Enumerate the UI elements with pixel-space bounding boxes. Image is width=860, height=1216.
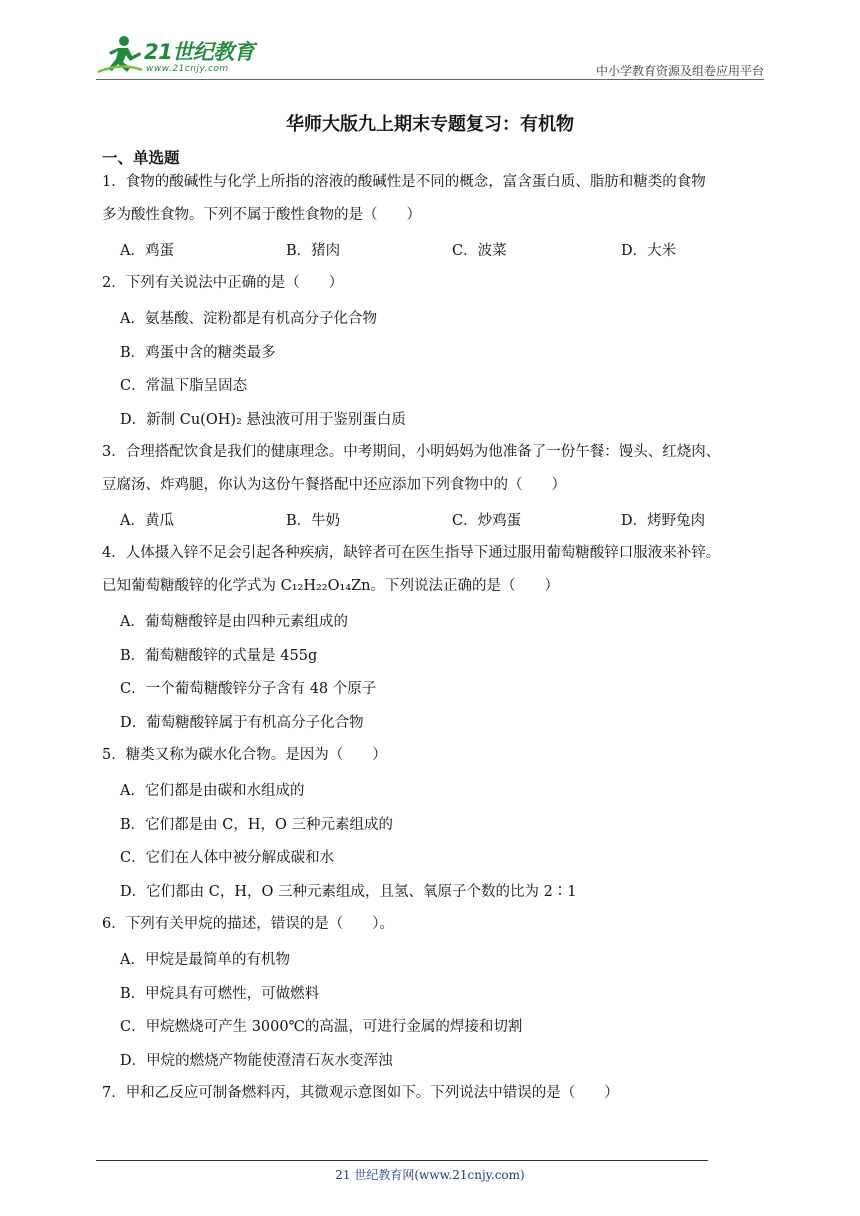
document-title: 华师大版九上期末专题复习：有机物 bbox=[286, 114, 574, 135]
question-5-option-c[interactable]: C．它们在人体中被分解成碳和水 bbox=[120, 850, 335, 866]
question-2-stem: 2．下列有关说法中正确的是（ ） bbox=[102, 275, 344, 291]
question-4-stem-line-1: 4．人体摄入锌不足会引起各种疾病，缺锌者可在医生指导下通过服用葡萄糖酸锌口服液来补锌。 bbox=[102, 545, 721, 561]
question-2-option-a[interactable]: A．氨基酸、淀粉都是有机高分子化合物 bbox=[120, 311, 377, 327]
logo-text: 21世纪教育 bbox=[144, 40, 255, 64]
question-1-stem-line-2: 多为酸性食物。下列不属于酸性食物的是（ ） bbox=[102, 207, 421, 223]
question-3-option-c[interactable]: C．炒鸡蛋 bbox=[452, 513, 522, 529]
question-6-option-b[interactable]: B．甲烷具有可燃性，可做燃料 bbox=[120, 986, 320, 1002]
question-3-stem-line-2: 豆腐汤、炸鸡腿，你认为这份午餐搭配中还应添加下列食物中的（ ） bbox=[102, 477, 566, 493]
question-4-stem-line-2: 已知葡萄糖酸锌的化学式为 C₁₂H₂₂O₁₄Zn。下列说法正确的是（ ） bbox=[102, 578, 560, 594]
question-6-option-a[interactable]: A．甲烷是最简单的有机物 bbox=[120, 952, 290, 968]
footer-divider bbox=[96, 1160, 708, 1161]
question-1-option-c[interactable]: C．波菜 bbox=[452, 243, 507, 259]
question-6-option-c[interactable]: C．甲烷燃烧可产生 3000℃的高温，可进行金属的焊接和切割 bbox=[120, 1019, 523, 1035]
question-4-option-a[interactable]: A．葡萄糖酸锌是由四种元素组成的 bbox=[120, 614, 348, 630]
question-4-option-c[interactable]: C．一个葡萄糖酸锌分子含有 48 个原子 bbox=[120, 681, 377, 697]
question-1-option-b[interactable]: B．猪肉 bbox=[286, 243, 341, 259]
question-3-option-b[interactable]: B．牛奶 bbox=[286, 513, 341, 529]
question-5-option-a[interactable]: A．它们都是由碳和水组成的 bbox=[120, 783, 305, 799]
header-divider bbox=[96, 79, 764, 80]
footer-link[interactable]: 21 世纪教育网(www.21cnjy.com) bbox=[335, 1168, 525, 1182]
question-4-option-d[interactable]: D．葡萄糖酸锌属于有机高分子化合物 bbox=[120, 715, 364, 731]
question-5-stem: 5．糖类又称为碳水化合物。是因为（ ） bbox=[102, 747, 387, 763]
question-4-option-b[interactable]: B．葡萄糖酸锌的式量是 455g bbox=[120, 648, 318, 664]
question-1-stem-line-1: 1．食物的酸碱性与化学上所指的溶液的酸碱性是不同的概念，富含蛋白质、脂肪和糖类的食物 bbox=[102, 174, 706, 190]
site-logo[interactable] bbox=[96, 34, 256, 76]
question-3-option-a[interactable]: A．黄瓜 bbox=[120, 513, 174, 529]
section-heading: 一、单选题 bbox=[102, 149, 180, 167]
logo-url: www.21cnjy.com bbox=[146, 64, 229, 74]
question-2-option-d[interactable]: D．新制 Cu(OH)₂ 悬浊液可用于鉴别蛋白质 bbox=[120, 412, 406, 428]
runner-logo-icon bbox=[96, 34, 144, 76]
question-6-option-d[interactable]: D．甲烷的燃烧产物能使澄清石灰水变浑浊 bbox=[120, 1053, 393, 1069]
question-3-option-d[interactable]: D．烤野兔肉 bbox=[621, 513, 706, 529]
question-5-option-b[interactable]: B．它们都是由 C，H，O 三种元素组成的 bbox=[120, 817, 393, 833]
question-2-option-c[interactable]: C．常温下脂呈固态 bbox=[120, 378, 248, 394]
question-2-option-b[interactable]: B．鸡蛋中含的糖类最多 bbox=[120, 345, 276, 361]
question-7-stem: 7．甲和乙反应可制备燃料丙，其微观示意图如下。下列说法中错误的是（ ） bbox=[102, 1085, 619, 1101]
question-6-stem: 6．下列有关甲烷的描述，错误的是（ ）。 bbox=[102, 916, 394, 932]
question-5-option-d[interactable]: D．它们都由 C，H，O 三种元素组成，且氢、氧原子个数的比为 2∶1 bbox=[120, 884, 577, 900]
page-header bbox=[96, 30, 764, 80]
question-1-option-d[interactable]: D．大米 bbox=[621, 243, 677, 259]
platform-label: 中小学教育资源及组卷应用平台 bbox=[595, 64, 764, 78]
question-1-option-a[interactable]: A．鸡蛋 bbox=[120, 243, 174, 259]
question-3-stem-line-1: 3．合理搭配饮食是我们的健康理念。中考期间，小明妈妈为他准备了一份午餐：馒头、红烧肉、 bbox=[102, 444, 721, 460]
